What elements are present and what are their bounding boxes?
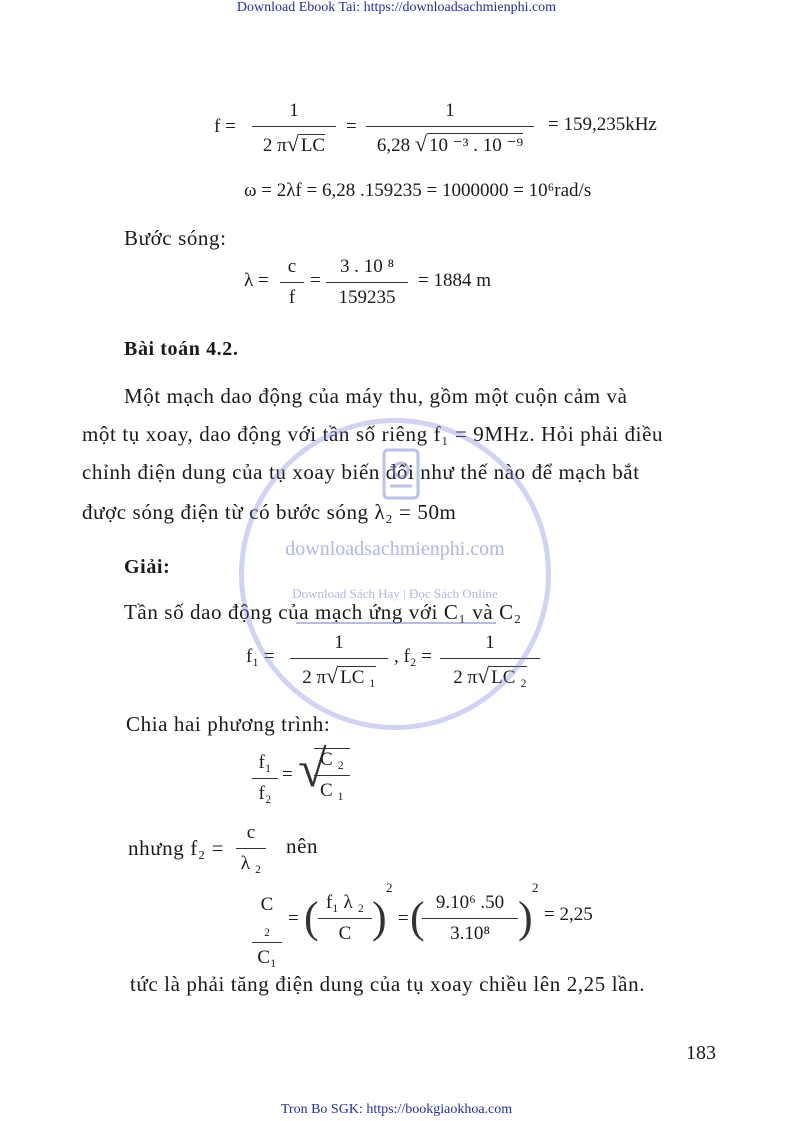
sqrt-icon: √: [286, 131, 299, 156]
cap-p2-num: 9.10⁶ .50: [435, 892, 505, 913]
cap-p1-num: f₁ λ ₂: [325, 892, 365, 913]
page-number: 183: [686, 1042, 716, 1064]
problem-line-1: Một mạch dao động của máy thu, gồm một cuộn cảm và: [124, 384, 628, 408]
eq1-num1: 1: [289, 100, 299, 121]
eq1-equals: =: [346, 116, 357, 137]
problem-title: Bài toán 4.2.: [124, 338, 239, 360]
eq1-num2: 1: [445, 100, 455, 121]
lambda-equals: =: [310, 270, 321, 291]
lambda-fraction-2: [326, 256, 408, 309]
book-icon: [380, 446, 424, 502]
ratio-rden: C ₁: [314, 775, 350, 802]
watermark-site: downloadsachmienphi.com: [285, 538, 505, 560]
cap-result: = 2,25: [544, 904, 593, 925]
f1-lhs: f₁ =: [246, 646, 275, 667]
ratio-den: f₂: [252, 778, 278, 805]
eq1-den2: [366, 126, 534, 157]
sqrt-icon: √: [414, 131, 427, 156]
lambda-den2: 159235: [326, 282, 408, 309]
header-download-link[interactable]: Download Ebook Tai: https://downloadsachmienphi.com: [236, 0, 557, 15]
but-post: nên: [286, 834, 319, 858]
problem-line-3: chỉnh điện dung của tụ xoay biến đổi như thế nào để mạch bắt: [82, 460, 640, 484]
eq1-fraction-1: [252, 100, 336, 157]
left-paren-icon: (: [304, 893, 319, 942]
sqrt-icon: √: [298, 741, 327, 798]
cap-paren-fraction-2: [422, 892, 518, 945]
f1-den-radicand: LC ₁: [340, 667, 376, 688]
cap-paren-fraction-1: [318, 892, 372, 945]
solution-line-2: Chia hai phương trình:: [126, 712, 331, 736]
ratio-num: f₁: [258, 752, 272, 773]
cap-p1-den: C: [318, 918, 372, 945]
lambda-den1: f: [280, 282, 304, 309]
cap-exp-1: 2: [386, 880, 393, 895]
cap-exp-2: 2: [532, 880, 539, 895]
sqrt-icon: √: [326, 663, 339, 688]
ratio-fraction: [252, 752, 278, 805]
f2-lhs: , f₂ =: [394, 646, 432, 667]
eq1-result: = 159,235kHz: [548, 114, 657, 135]
ratio-radicand: [314, 748, 350, 802]
cap-equals-1: =: [288, 908, 299, 929]
left-paren-icon: (: [410, 893, 425, 942]
lambda-num1: c: [287, 256, 297, 277]
label-wavelength: Bước sóng:: [124, 226, 227, 250]
watermark-tagline: Download Sách Hay | Đọc Sách Online: [292, 586, 498, 601]
cap-num: C ₂: [260, 894, 274, 937]
but-fraction: [236, 822, 266, 875]
cap-p2-den: 3.10⁸: [422, 918, 518, 945]
cap-fraction: [252, 894, 282, 969]
cap-equals-2: =: [398, 908, 409, 929]
lambda-fraction-1: [280, 256, 304, 309]
conclusion-text: tức là phải tăng điện dung của tụ xoay chiều lên 2,25 lần.: [130, 972, 646, 996]
cap-den: C₁: [252, 942, 282, 969]
watermark-divider: [296, 622, 496, 624]
eq1-den2-coef: 6,28: [376, 135, 411, 156]
eq1-den1: [252, 126, 336, 157]
but-pre: nhưng f₂ =: [128, 836, 225, 860]
solution-line-1: Tần số dao động của mạch ứng với C₁ và C₂: [124, 600, 522, 624]
ratio-rnum: C ₂: [319, 749, 345, 770]
eq1-den1-radicand: LC: [300, 135, 326, 156]
equation-omega: ω = 2λf = 6,28 .159235 = 1000000 = 10⁶rad/s: [244, 180, 592, 201]
f2-den-radicand: LC ₂: [491, 667, 527, 688]
lambda-result: = 1884 m: [418, 270, 491, 291]
f2-num: 1: [485, 632, 495, 653]
f1-num: 1: [334, 632, 344, 653]
problem-line-4: được sóng điện từ có bước sóng λ₂ = 50m: [82, 500, 457, 524]
eq1-lhs: f =: [214, 116, 236, 137]
lambda-lhs: λ =: [244, 270, 269, 291]
right-paren-icon: ): [518, 893, 533, 942]
but-den: λ ₂: [236, 848, 266, 875]
footer-sgk-link[interactable]: Tron Bo SGK: https://bookgiaokhoa.com: [280, 1102, 513, 1117]
right-paren-icon: ): [372, 893, 387, 942]
sqrt-icon: √: [477, 663, 490, 688]
eq1-den2-radicand: 10 ⁻³ . 10 ⁻⁹: [428, 135, 524, 156]
problem-line-2: một tụ xoay, dao động với tần số riêng f₁ = 9MHz. Hỏi phải điều: [82, 422, 664, 446]
but-num: c: [246, 822, 256, 843]
eq1-fraction-2: [366, 100, 534, 157]
eq1-den1-coef: 2 π: [262, 135, 287, 156]
f1-den-coef: 2 π: [302, 667, 327, 688]
solution-title: Giải:: [124, 556, 171, 578]
ratio-equals: =: [282, 764, 293, 785]
f2-den-coef: 2 π: [453, 667, 478, 688]
lambda-num2: 3 . 10 ⁸: [339, 256, 395, 277]
